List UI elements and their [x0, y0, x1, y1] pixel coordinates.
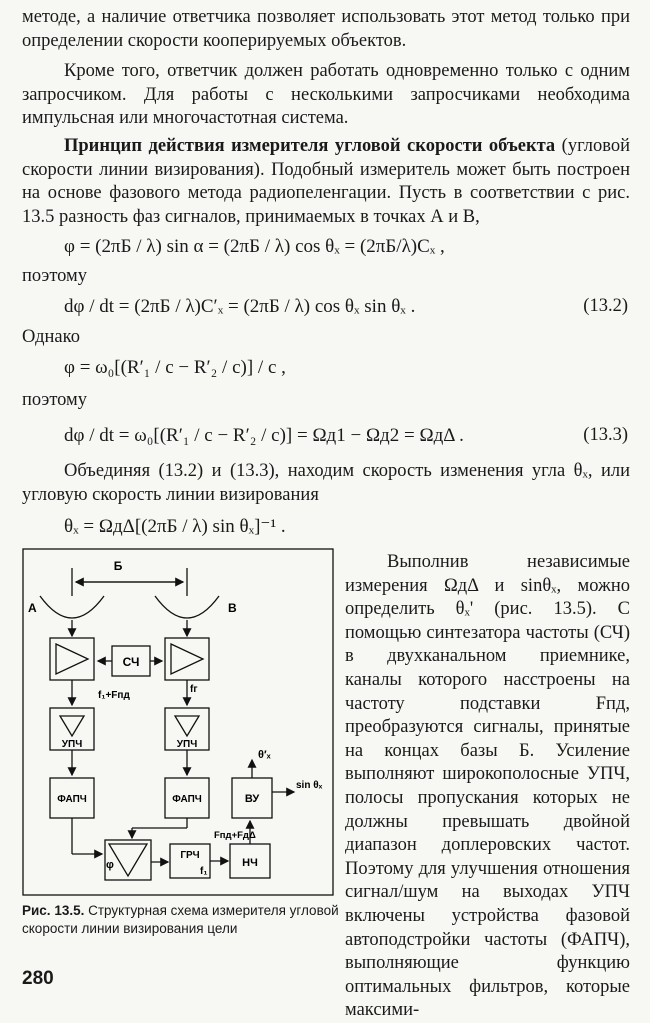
mixer-left-symbol	[56, 644, 88, 674]
caption-number: Рис. 13.5.	[22, 903, 85, 918]
equation-13-2: dφ / dt = (2πБ / λ)C′ₓ = (2πБ / λ) cos θₓ sin θₓ .	[64, 296, 416, 317]
block-diagram	[22, 548, 334, 896]
pll-right-label: ФАПЧ	[172, 794, 202, 805]
paragraph-principle	[22, 135, 630, 229]
mixer-right-symbol	[171, 644, 203, 674]
grch-label: ГРЧ	[180, 850, 200, 861]
vu-label: ВУ	[244, 793, 260, 805]
antenna-b	[155, 596, 219, 618]
label-phi: φ	[106, 859, 114, 871]
label-therefore-1: поэтому	[22, 266, 88, 286]
label-f1: f₁	[200, 866, 208, 877]
principle-heading: Принцип действия измерителя угловой скорости объекта	[64, 136, 556, 156]
paragraph-transponder: Кроме того, ответчик должен работать одновременно только с одним запросчиком. Для работы с несколькими запросчиками необходима импульсная или многочастотная система.	[22, 61, 630, 128]
equation-angular-rate: θₓ = ΩдΔ[(2πБ / λ) sin θₓ]⁻¹ .	[64, 516, 286, 537]
equation-phase-range: φ = ω₀[(R′₁ / c − R′₂ / c)] / c ,	[64, 357, 286, 378]
equation-number-13-3: (13.3)	[583, 425, 628, 445]
if-left-label: УПЧ	[61, 739, 83, 750]
label-point-b: В	[228, 601, 237, 615]
pll-left-label: ФАПЧ	[57, 794, 87, 805]
antenna-a	[40, 596, 104, 618]
page-number: 280	[22, 968, 54, 989]
equation-number-13-2: (13.2)	[583, 296, 628, 316]
if-left-symbol	[60, 716, 84, 736]
label-point-a: А	[28, 601, 37, 615]
label-sin-theta: sin θₓ	[296, 780, 323, 791]
equation-phase-difference: φ = (2πБ / λ) sin α = (2πБ / λ) cos θₓ = (2πБ/λ)Cₓ ,	[64, 236, 445, 257]
synth-label: СЧ	[122, 655, 140, 669]
nch-label: НЧ	[242, 857, 258, 869]
label-theta-prime: θ′ₓ	[258, 749, 271, 761]
label-fr: fг	[190, 684, 198, 695]
phase-detector-symbol	[109, 844, 147, 876]
if-right-symbol	[175, 716, 199, 736]
if-right-label: УПЧ	[176, 739, 198, 750]
paragraph-continuation: методе, а наличие ответчика позволяет использовать этот метод только при определении скорости кооперируемых объектов.	[22, 7, 630, 51]
paragraph-combining: Объединяя (13.2) и (13.3), находим скорость изменения угла θₓ, или угловую скорость линии визирования	[22, 461, 630, 505]
label-fpd-fdd: Fпд+FдΔ	[214, 830, 256, 841]
caption-text: Структурная схема измерителя угловой скорости линии визирования цели	[22, 903, 339, 936]
equation-13-3: dφ / dt = ω₀[(R′₁ / c − R′₂ / c)] = Ωд1 − Ωд2 = ΩдΔ .	[64, 425, 464, 446]
label-however: Однако	[22, 327, 80, 347]
paragraph-right-column: Выполнив независимые измерения ΩдΔ и sinθₓ, можно определить θₓ' (рис. 13.5). С помощью синтезатора частоты (СЧ) в двухканальном приемнике, каналы которого насстроены на частоту подставки Fпд, преобразуются сигналы, принятые на концах базы Б. Усиление выполняют широкополосные УПЧ, полосы пропускания которых не должны превышать двойной диапазон доплеровских частот. Поэтому для улучшения отношения сигнал/шум на выходах УПЧ включены устройства фазовой автоподстройки частоты (ФАПЧ), выполняющие функцию оптимальных фильтров, которые максими-	[345, 552, 630, 1021]
label-base: Б	[113, 559, 123, 573]
figure-caption	[22, 902, 340, 938]
label-therefore-2: поэтому	[22, 390, 88, 410]
principle-text: (угловой скорости линии визирования). Подобный измеритель может быть построен на основе фазового метода радиопеленгации. Пусть в соответствии с рис. 13.5 разность фаз сигналов, принимаемых в точках А и В,	[22, 136, 630, 227]
label-f1-fpd: f₁+Fпд	[98, 690, 130, 701]
